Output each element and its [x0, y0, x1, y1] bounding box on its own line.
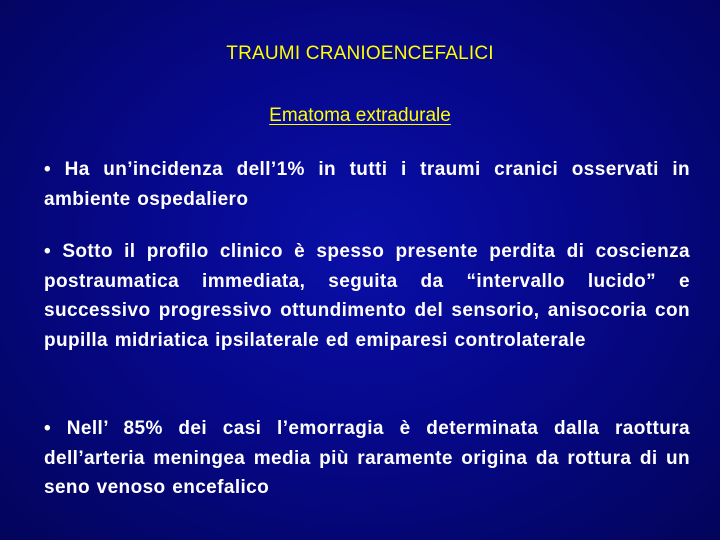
- slide-subtitle: Ematoma extradurale: [269, 105, 451, 126]
- slide-title: TRAUMI CRANIOENCEFALICI: [226, 43, 494, 64]
- bullet-paragraph-incidence: • Ha un’incidenza dell’1% in tutti i traumi cranici osservati in ambiente ospedaliero: [44, 159, 690, 210]
- bullet-paragraph-cause: • Nell’ 85% dei casi l’emorragia è determinata dalla raottura dell’arteria meningea media più raramente origina da rottura di un seno venoso encefalico: [44, 418, 690, 498]
- slide-subtitle-wrapper: [0, 104, 720, 128]
- bullet-paragraph-clinical-profile: • Sotto il profilo clinico è spesso presente perdita di coscienza postraumatica immediata, seguita da “intervallo lucido” e successivo progressivo ottundimento del sensorio, anisocoria con pupilla midriatica ipsilaterale ed emiparesi controlaterale: [44, 241, 690, 351]
